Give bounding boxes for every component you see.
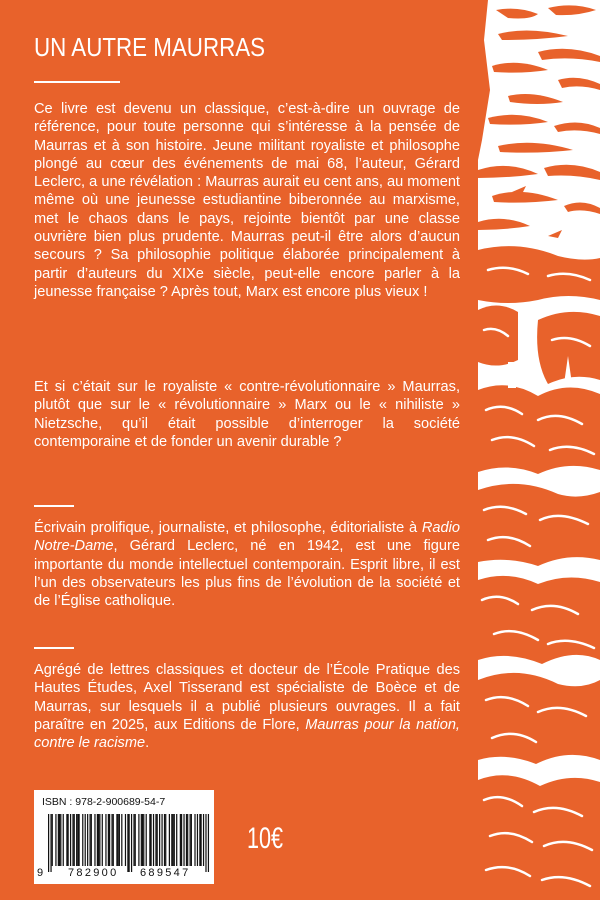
barcode-bar bbox=[127, 814, 128, 872]
barcode-bar bbox=[59, 814, 60, 866]
barcode-bar bbox=[109, 814, 110, 866]
barcode-bar bbox=[70, 814, 71, 866]
book-title: UN AUTRE MAURRAS bbox=[34, 32, 266, 62]
barcode-bar bbox=[105, 814, 106, 866]
barcode-bar bbox=[141, 814, 142, 866]
barcode-bar bbox=[89, 814, 90, 866]
isbn-label: ISBN : 978-2-900689-54-7 bbox=[42, 796, 166, 808]
barcode-bar bbox=[169, 814, 170, 866]
question-text-end: durable ? bbox=[280, 433, 342, 450]
title-divider bbox=[34, 81, 120, 83]
bio-leclerc-radio-title: Radio Notre-Dame bbox=[34, 520, 460, 555]
barcode-bar bbox=[133, 814, 134, 866]
barcode-bar bbox=[153, 814, 154, 866]
barcode-digits-right: 689547 bbox=[140, 867, 191, 879]
barcode-bar bbox=[164, 814, 165, 866]
isbn-barcode bbox=[34, 790, 214, 884]
section-divider bbox=[34, 505, 74, 507]
barcode-bar bbox=[142, 814, 143, 866]
barcode-bar bbox=[197, 814, 198, 866]
author-bio-tisserand bbox=[34, 661, 460, 752]
barcode-bar bbox=[97, 814, 98, 866]
barcode-bar bbox=[161, 814, 162, 866]
barcode-digits bbox=[34, 867, 214, 881]
summary-paragraph bbox=[34, 100, 460, 301]
barcode-bar bbox=[99, 814, 100, 866]
summary-text-end: plus vieux ! bbox=[354, 283, 428, 300]
barcode-bar bbox=[155, 814, 156, 866]
barcode-bar bbox=[129, 814, 130, 872]
barcode-bar bbox=[108, 814, 109, 866]
barcode-bar bbox=[146, 814, 147, 866]
barcode-digits-left: 782900 bbox=[68, 867, 119, 879]
barcode-bar bbox=[74, 814, 75, 866]
price-label: 10€ bbox=[247, 822, 284, 855]
barcode-bar bbox=[63, 814, 64, 866]
barcode-digit-first: 9 bbox=[37, 867, 44, 879]
barcode-bar bbox=[119, 814, 120, 866]
summary-text: Ce livre est devenu un classique, c’est-à-dire un ouvrage de référence, pour toute personne qui s’intéresse à la pensée de Maurras et à son histoire. Jeune militant royaliste et philosophe plongé au cœur des événements de mai 68, l’auteur, Gérard Leclerc, a une révélation : Maurras aurait eu cent ans, au moment même où une jeunesse estudiantine biberonnée au marxisme, met le chaos dans le pays, rejointe bientôt par une classe ouvrière bien plus prudente. Maurras peut-il être alors d’aucun secours ? Sa philosophie politique élaborée principalement à partir d’auteurs du XIXe siècle, peut-elle encore parler à la jeunesse française ? Après tout, Marx est encore bbox=[34, 101, 460, 300]
barcode-bar bbox=[111, 814, 112, 866]
barcode-bar bbox=[159, 814, 160, 866]
barcode-bar bbox=[208, 814, 209, 872]
question-paragraph bbox=[34, 378, 460, 451]
barcode-bar bbox=[85, 814, 86, 866]
barcode-bar bbox=[180, 814, 181, 866]
barcode-bar bbox=[118, 814, 119, 866]
barcode-bar bbox=[176, 814, 177, 866]
barcode-bar bbox=[194, 814, 195, 866]
bio-leclerc-text-a: Écrivain prolifique, journaliste, et philosophe, éditorialiste à bbox=[34, 520, 422, 536]
barcode-bar bbox=[157, 814, 158, 866]
barcode-bar bbox=[205, 814, 206, 872]
barcode-bar bbox=[203, 814, 204, 866]
barcode-bar bbox=[121, 814, 122, 866]
barcode-bar bbox=[113, 814, 114, 866]
barcode-bar bbox=[48, 814, 49, 872]
barcode-bar bbox=[72, 814, 73, 866]
barcode-bar bbox=[125, 814, 126, 866]
barcode-bar bbox=[131, 814, 132, 872]
section-divider bbox=[34, 647, 74, 649]
barcode-bar bbox=[143, 814, 144, 866]
woodcut-illustration-strip bbox=[478, 0, 600, 900]
barcode-bar bbox=[55, 814, 56, 866]
barcode-bar bbox=[190, 814, 191, 866]
barcode-bar bbox=[66, 814, 67, 866]
barcode-bar bbox=[171, 814, 172, 866]
barcode-bar bbox=[76, 814, 77, 866]
bio-leclerc-text-b: , Gérard Leclerc, né en 1942, est une figure importante du monde intellectuel contemporain. Esprit libre, il est l’un des observateurs les plus fins de l’évolution de la société et de l’Église bbox=[34, 538, 460, 610]
barcode-bar bbox=[187, 814, 188, 866]
barcode-bar bbox=[94, 814, 95, 866]
bio-tisserand-text: Agrégé de lettres classiques et docteur de l’École Pratique des Hautes Études, Axel Tisserand est spécialiste de Boèce et de Maurras, sur lesquels il a publié plusieurs ouvrages. Il a fait paraître en 2025, aux Editions de Flore, bbox=[34, 662, 460, 733]
barcode-bar bbox=[138, 814, 139, 866]
barcode-bar bbox=[201, 814, 202, 866]
bio-leclerc-text-end: catholique. bbox=[104, 593, 176, 610]
barcode-bar bbox=[82, 814, 83, 866]
barcode-bar bbox=[174, 814, 175, 866]
barcode-bar bbox=[172, 814, 173, 866]
barcode-bar bbox=[87, 814, 88, 866]
barcode-bar bbox=[102, 814, 103, 866]
barcode-bar bbox=[149, 814, 150, 866]
bio-tisserand-text-end: . bbox=[145, 735, 150, 752]
barcode-bar bbox=[135, 814, 136, 866]
barcode-bar bbox=[150, 814, 151, 866]
author-bio-leclerc bbox=[34, 519, 460, 610]
barcode-bar bbox=[50, 814, 51, 872]
barcode-bar bbox=[191, 814, 192, 866]
barcode-bar bbox=[199, 814, 200, 866]
barcode-bar bbox=[116, 814, 117, 866]
barcode-bar bbox=[186, 814, 187, 866]
barcode-bar bbox=[79, 814, 80, 866]
barcode-bar bbox=[91, 814, 92, 866]
question-text: Et si c’était sur le royaliste « contre-révolutionnaire » Maurras, plutôt que sur le « révolutionnaire » Marx ou le « nihiliste » Nietzsche, qu’il était possible d’interroger la société contemporaine et de fonder un avenir bbox=[34, 379, 460, 450]
barcode-bar bbox=[183, 814, 184, 866]
barcode-bar bbox=[77, 814, 78, 866]
barcode-bar bbox=[181, 814, 182, 866]
barcode-bar bbox=[60, 814, 61, 866]
barcode-bar bbox=[98, 814, 99, 866]
barcode-bar bbox=[68, 814, 69, 866]
bio-tisserand-book-title: Maurras pour la nation, contre le racisme bbox=[34, 716, 460, 752]
barcode-bar bbox=[165, 814, 166, 866]
barcode-bar bbox=[52, 814, 53, 866]
barcode-bar bbox=[58, 814, 59, 866]
